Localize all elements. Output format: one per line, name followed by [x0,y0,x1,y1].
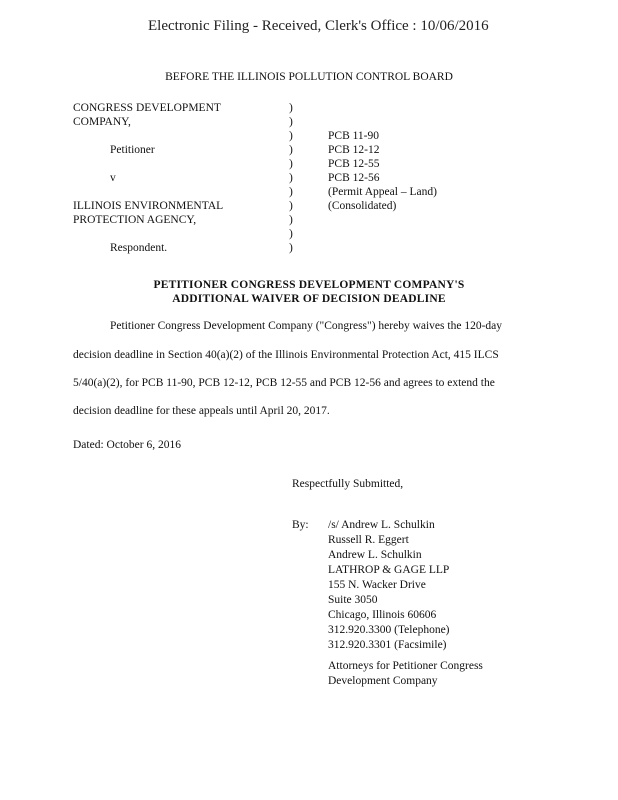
paren: ) [289,214,293,226]
body-line-4: decision deadline for these appeals until April 20, 2017. [73,405,330,417]
versus-label: v [110,172,116,184]
petitioner-name-line-1: CONGRESS DEVELOPMENT [73,102,221,114]
attorney-line: 155 N. Wacker Drive [328,579,426,591]
paren: ) [289,228,293,240]
paren: ) [289,200,293,212]
document-title-line-1: PETITIONER CONGRESS DEVELOPMENT COMPANY'S [153,279,465,291]
by-label: By: [292,519,309,531]
case-number-1: PCB 11-90 [328,130,380,142]
attorney-line: LATHROP & GAGE LLP [328,564,450,576]
closing: Respectfully Submitted, [292,478,404,490]
attorney-line: Russell R. Eggert [328,534,409,546]
paren: ) [289,116,293,128]
paren: ) [289,158,293,170]
paren: ) [289,172,293,184]
respondent-name-line-2: PROTECTION AGENCY, [73,214,197,226]
respondent-name-line-1: ILLINOIS ENVIRONMENTAL [73,200,224,212]
body-line-2: decision deadline in Section 40(a)(2) of the Illinois Environmental Protection Act, 415 ILCS [73,349,499,361]
petitioner-name-line-2: COMPANY, [73,116,131,128]
case-type: (Permit Appeal – Land) [328,186,437,198]
attorneys-for-line-2: Development Company [328,675,438,687]
consolidated-label: (Consolidated) [328,200,397,212]
paren: ) [289,144,293,156]
signature-block [328,518,450,653]
attorney-line: 312.920.3300 (Telephone) [328,624,450,636]
body-line-1: Petitioner Congress Development Company ("Congress") hereby waives the 120-day [110,320,502,332]
attorneys-for-line-1: Attorneys for Petitioner Congress [328,660,483,672]
attorney-line: Andrew L. Schulkin [328,549,422,561]
signature: /s/ Andrew L. Schulkin [328,519,435,531]
document-title-line-2: ADDITIONAL WAIVER OF DECISION DEADLINE [172,293,446,305]
court-heading: BEFORE THE ILLINOIS POLLUTION CONTROL BOARD [165,71,453,83]
petitioner-role: Petitioner [110,144,155,156]
paren: ) [289,186,293,198]
dated-line: Dated: October 6, 2016 [73,439,181,451]
case-number-2: PCB 12-12 [328,144,380,156]
case-number-3: PCB 12-55 [328,158,380,170]
attorney-line: Chicago, Illinois 60606 [328,609,437,621]
respondent-role: Respondent. [110,242,168,254]
paren: ) [289,102,293,114]
paren: ) [289,242,293,254]
attorney-line: 312.920.3301 (Facsimile) [328,639,447,651]
paren: ) [289,130,293,142]
attorney-line: Suite 3050 [328,594,378,606]
body-line-3: 5/40(a)(2), for PCB 11-90, PCB 12-12, PCB 12-55 and PCB 12-56 and agrees to extend the [73,377,495,389]
filing-stamp: Electronic Filing - Received, Clerk's Office : 10/06/2016 [148,18,489,34]
caption-parentheses [289,101,299,255]
case-number-4: PCB 12-56 [328,172,380,184]
